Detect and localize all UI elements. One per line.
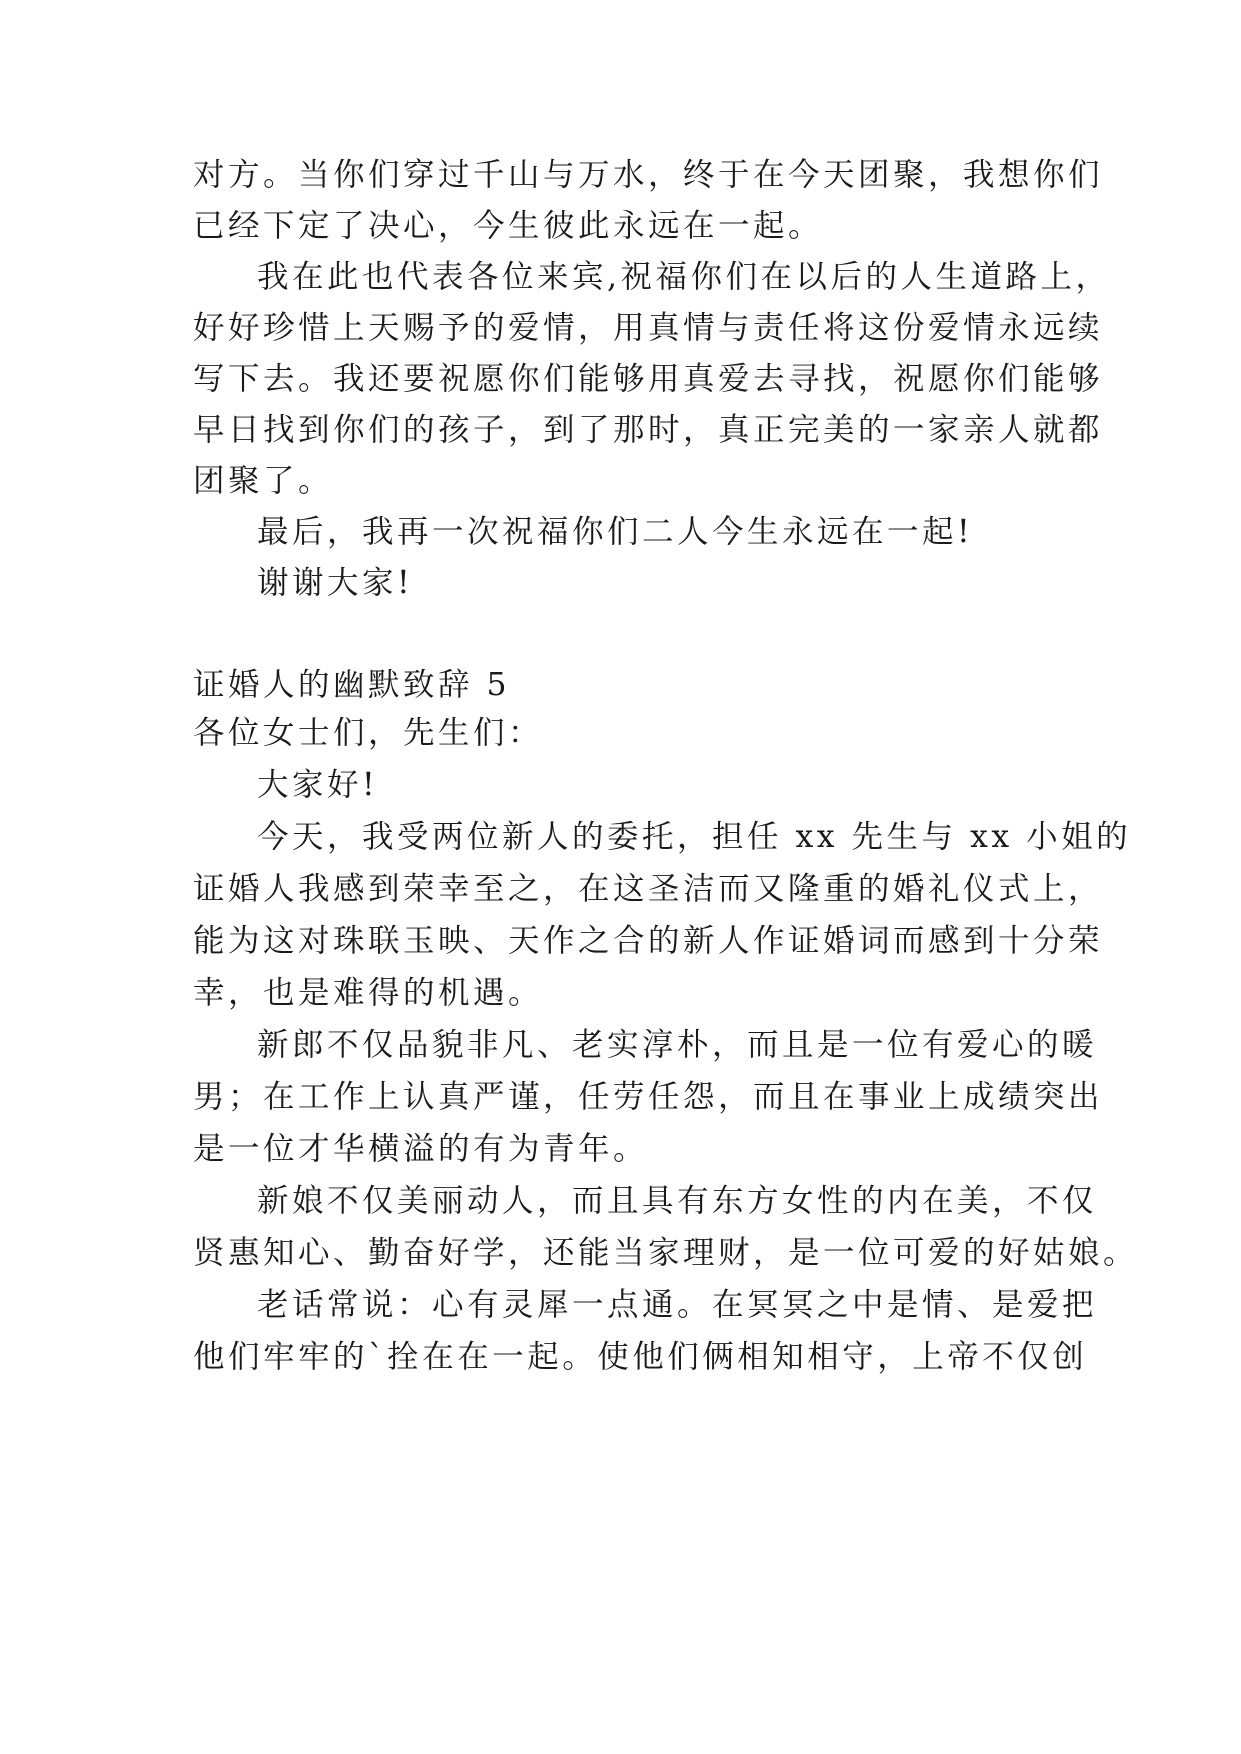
paragraph-line: 是一位才华横溢的有为青年。	[193, 1131, 649, 1167]
paragraph-line: 新娘不仅美丽动人，而且具有东方女性的内在美，不仅	[257, 1183, 1098, 1219]
section-heading: 证婚人的幽默致辞 5	[193, 667, 511, 703]
paragraph-line: 好好珍惜上天赐予的爱情，用真情与责任将这份爱情永远续	[193, 310, 1104, 346]
paragraph-line: 团聚了。	[193, 463, 334, 499]
paragraph-line: 幸，也是难得的机遇。	[193, 975, 544, 1011]
greeting-line: 大家好!	[257, 767, 379, 803]
paragraph-line: 能为这对珠联玉映、天作之合的新人作证婚词而感到十分荣	[193, 923, 1104, 959]
salutation-line: 各位女士们，先生们：	[193, 715, 544, 751]
paragraph-line: 对方。当你们穿过千山与万水，终于在今天团聚，我想你们	[193, 157, 1104, 193]
paragraph-line: 证婚人我感到荣幸至之，在这圣洁而又隆重的婚礼仪式上，	[193, 871, 1104, 907]
paragraph-line: 已经下定了决心，今生彼此永远在一起。	[193, 208, 824, 244]
paragraph-line: 今天，我受两位新人的委托，担任 xx 先生与 xx 小姐的	[257, 819, 1132, 855]
paragraph-line: 贤惠知心、勤奋好学，还能当家理财，是一位可爱的好姑娘。	[193, 1235, 1139, 1271]
paragraph-line: 早日找到你们的孩子，到了那时，真正完美的一家亲人就都	[193, 412, 1104, 448]
paragraph-line: 谢谢大家!	[257, 565, 414, 601]
paragraph-line: 新郎不仅品貌非凡、老实淳朴，而且是一位有爱心的暖	[257, 1027, 1098, 1063]
paragraph-line: 最后，我再一次祝福你们二人今生永远在一起!	[257, 514, 974, 550]
paragraph-line: 我在此也代表各位来宾,祝福你们在以后的人生道路上，	[257, 259, 1111, 295]
paragraph-line: 写下去。我还要祝愿你们能够用真爱去寻找，祝愿你们能够	[193, 361, 1104, 397]
paragraph-line: 男；在工作上认真严谨，任劳任怨，而且在事业上成绩突出	[193, 1079, 1104, 1115]
paragraph-line: 他们牢牢的`拴在在一起。使他们俩相知相守，上帝不仅创	[193, 1339, 1088, 1375]
paragraph-line: 老话常说：心有灵犀一点通。在冥冥之中是情、是爱把	[257, 1287, 1098, 1323]
